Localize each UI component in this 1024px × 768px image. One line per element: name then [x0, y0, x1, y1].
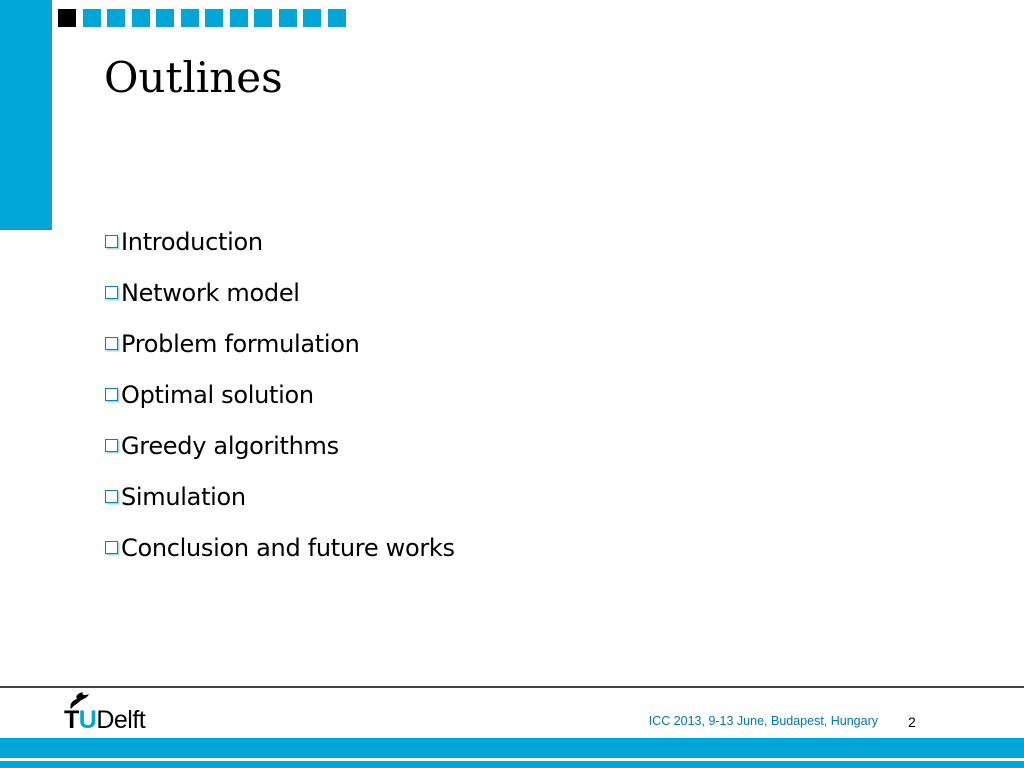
- outline-item-label: Greedy algorithms: [121, 431, 339, 460]
- outline-item: [105, 267, 455, 318]
- outline-list: [105, 216, 455, 573]
- header-square: [230, 9, 248, 27]
- hollow-square-bullet-icon: [105, 439, 118, 452]
- header-square: [279, 9, 297, 27]
- header-square: [205, 9, 223, 27]
- conference-label: ICC 2013, 9-13 June, Budapest, Hungary: [648, 714, 878, 728]
- hollow-square-bullet-icon: [105, 286, 118, 299]
- header-square: [156, 9, 174, 27]
- side-accent-bar: [0, 0, 52, 230]
- outline-item-label: Optimal solution: [121, 380, 314, 409]
- hollow-square-bullet-icon: [105, 337, 118, 350]
- header-square: [254, 9, 272, 27]
- header-square: [107, 9, 125, 27]
- hollow-square-bullet-icon: [105, 541, 118, 554]
- hollow-square-bullet-icon: [105, 235, 118, 248]
- logo-letter-u: U: [78, 706, 97, 734]
- outline-item: [105, 216, 455, 267]
- footer-band: [0, 738, 1024, 758]
- header-square: [181, 9, 199, 27]
- header-square: [132, 9, 150, 27]
- hollow-square-bullet-icon: [105, 490, 118, 503]
- header-square-black: [58, 9, 76, 27]
- tu-delft-logo: [64, 690, 174, 735]
- logo-letter-t: T: [64, 706, 79, 734]
- slide-title: Outlines: [104, 53, 283, 102]
- outline-item: [105, 471, 455, 522]
- outline-item: [105, 420, 455, 471]
- header-square: [83, 9, 101, 27]
- outline-item-label: Conclusion and future works: [121, 533, 455, 562]
- outline-item-label: Network model: [121, 278, 300, 307]
- hollow-square-bullet-icon: [105, 388, 118, 401]
- header-square: [303, 9, 321, 27]
- outline-item: [105, 318, 455, 369]
- header-square: [328, 9, 346, 27]
- outline-item: [105, 522, 455, 573]
- outline-item-label: Introduction: [121, 227, 263, 256]
- logo-word-delft: Delft: [96, 706, 146, 734]
- outline-item: [105, 369, 455, 420]
- footer-band-bottom: [0, 761, 1024, 768]
- page-number: 2: [908, 714, 916, 730]
- outline-item-label: Simulation: [121, 482, 246, 511]
- logo-wordmark: [64, 706, 145, 735]
- footer-divider: [0, 686, 1024, 688]
- header-squares: [58, 9, 352, 27]
- outline-item-label: Problem formulation: [121, 329, 360, 358]
